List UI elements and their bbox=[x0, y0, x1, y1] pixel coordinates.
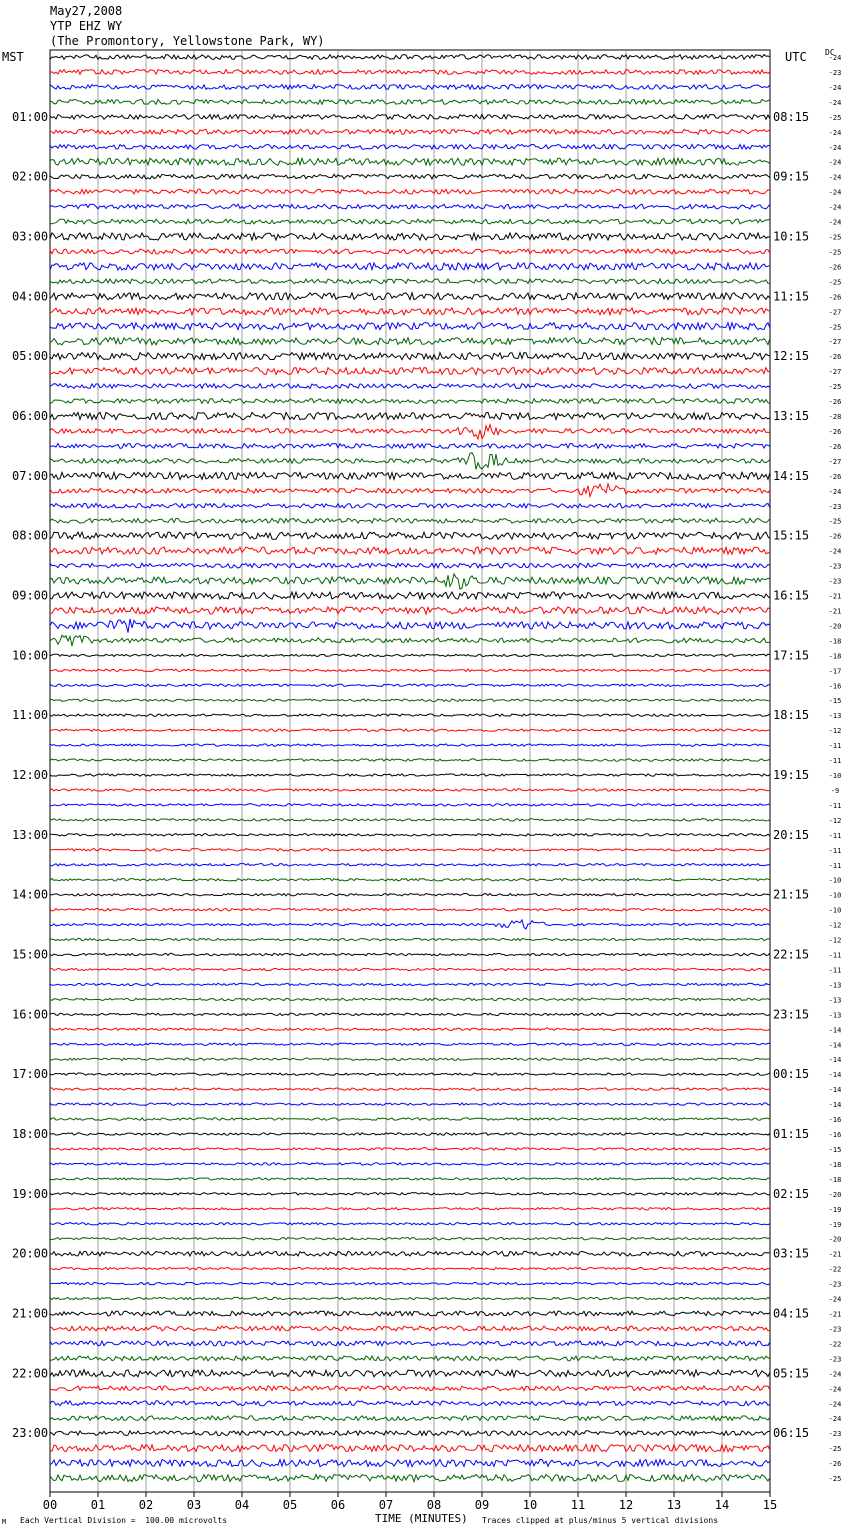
trace-row bbox=[50, 484, 770, 497]
trace-row bbox=[50, 338, 770, 345]
x-tick-label: 11 bbox=[570, 1498, 586, 1512]
dc-offset-label: -28 bbox=[828, 413, 842, 421]
trace-row bbox=[50, 1148, 770, 1150]
mst-hour-label: 06:00 bbox=[12, 409, 49, 423]
dc-offset-label: -25 bbox=[828, 1475, 842, 1484]
dc-offset-label: -23 bbox=[828, 1430, 842, 1439]
x-tick-label: 13 bbox=[666, 1498, 682, 1512]
dc-offset-label: -24 bbox=[828, 1415, 842, 1424]
dc-offset-label: -26 bbox=[828, 263, 842, 272]
trace-row bbox=[50, 547, 770, 554]
dc-offset-label: -14 bbox=[828, 1071, 842, 1080]
utc-hour-label: 08:15 bbox=[773, 109, 810, 124]
dc-offset-label: -20 bbox=[828, 1190, 842, 1199]
dc-offset-label: -21 bbox=[828, 592, 842, 601]
dc-offset-label: -14 bbox=[828, 1041, 842, 1050]
utc-hour-label: 05:15 bbox=[773, 1366, 810, 1381]
dc-offset-label: -11 bbox=[828, 861, 842, 870]
mst-hour-label: 19:00 bbox=[12, 1186, 49, 1201]
trace-row bbox=[50, 1028, 770, 1030]
trace-row bbox=[50, 233, 770, 240]
trace-row bbox=[50, 1058, 770, 1060]
dc-offset-label: -27 bbox=[828, 308, 842, 317]
trace-row bbox=[50, 85, 770, 90]
trace-row bbox=[50, 908, 770, 910]
trace-row bbox=[50, 1356, 770, 1361]
dc-offset-label: -27 bbox=[828, 457, 842, 466]
dc-offset-label: -24 bbox=[828, 83, 842, 92]
dc-offset-label: -12 bbox=[828, 816, 842, 825]
x-tick-label: 00 bbox=[42, 1498, 58, 1512]
trace-row bbox=[50, 1386, 770, 1391]
mst-hour-label: 03:00 bbox=[12, 229, 49, 244]
dc-offset-label: -26 bbox=[828, 353, 842, 362]
dc-offset-label: -24 bbox=[828, 1400, 842, 1409]
trace-row bbox=[50, 1267, 770, 1269]
utc-hour-label: 13:15 bbox=[773, 409, 810, 423]
x-tick-label: 07 bbox=[378, 1498, 394, 1512]
mst-hour-label: 14:00 bbox=[12, 887, 49, 902]
trace-row bbox=[50, 789, 770, 791]
x-tick-label: 08 bbox=[426, 1498, 442, 1512]
dc-offset-label: -24 bbox=[828, 1295, 842, 1304]
trace-row bbox=[50, 953, 770, 955]
plot-frame bbox=[50, 50, 770, 1492]
dc-offset-label: -20 bbox=[828, 1235, 842, 1244]
dc-offset-label: -14 bbox=[828, 1086, 842, 1095]
trace-row bbox=[50, 968, 770, 970]
trace-row bbox=[50, 819, 770, 821]
dc-offset-label: -24 bbox=[828, 1385, 842, 1394]
dc-offset-label: -18 bbox=[828, 652, 842, 661]
mst-hour-label: 04:00 bbox=[12, 289, 49, 304]
trace-row bbox=[50, 144, 770, 149]
utc-hour-label: 00:15 bbox=[773, 1067, 810, 1082]
dc-offset-label: -11 bbox=[828, 801, 842, 810]
utc-hour-label: 03:15 bbox=[773, 1246, 810, 1261]
mst-hour-label: 15:00 bbox=[12, 947, 49, 962]
trace-row bbox=[50, 472, 770, 479]
trace-row bbox=[50, 1103, 770, 1105]
dc-offset-label: -11 bbox=[828, 846, 842, 855]
trace-row bbox=[50, 174, 770, 179]
dc-offset-label: -12 bbox=[828, 936, 842, 945]
trace-row bbox=[50, 849, 770, 851]
utc-hour-label: 15:15 bbox=[773, 528, 810, 543]
dc-offset-label: -15 bbox=[828, 697, 842, 706]
trace-row bbox=[50, 1297, 770, 1299]
trace-row bbox=[50, 1088, 770, 1090]
x-tick-label: 04 bbox=[234, 1498, 250, 1512]
trace-row bbox=[50, 1163, 770, 1165]
utc-hour-label: 12:15 bbox=[773, 349, 810, 364]
dc-offset-label: -11 bbox=[828, 831, 842, 840]
dc-offset-label: -26 bbox=[828, 1460, 842, 1469]
mst-hour-label: 02:00 bbox=[12, 169, 49, 184]
dc-offset-label: -23 bbox=[828, 562, 842, 571]
trace-row bbox=[50, 635, 770, 646]
trace-row bbox=[50, 384, 770, 389]
dc-offset-label: -25 bbox=[828, 113, 842, 122]
mst-hour-label: 12:00 bbox=[12, 768, 49, 782]
trace-row bbox=[50, 920, 770, 929]
clip-note: Traces clipped at plus/minus 5 vertical divisions bbox=[482, 1516, 719, 1525]
dc-offset-label: -13 bbox=[828, 996, 842, 1005]
x-tick-label: 15 bbox=[762, 1498, 778, 1512]
mst-hour-label: 16:00 bbox=[12, 1007, 49, 1022]
x-tick-label: 01 bbox=[90, 1498, 106, 1512]
trace-row bbox=[50, 1073, 770, 1075]
dc-offset-label: -22 bbox=[828, 1265, 842, 1274]
trace-row bbox=[50, 323, 770, 330]
dc-offset-label: -24 bbox=[828, 203, 842, 212]
utc-hour-label: 06:15 bbox=[773, 1426, 810, 1441]
dc-offset-label: -10 bbox=[828, 906, 842, 915]
dc-offset-label: -14 bbox=[828, 1056, 842, 1065]
trace-row bbox=[50, 425, 770, 439]
dc-offset-label: -22 bbox=[828, 1340, 842, 1349]
mst-hour-label: 05:00 bbox=[12, 349, 49, 364]
dc-offset-label: -14 bbox=[828, 1101, 842, 1110]
dc-offset-label: -11 bbox=[828, 966, 842, 975]
trace-row bbox=[50, 204, 770, 209]
x-tick-label: 10 bbox=[522, 1498, 538, 1512]
dc-offset-label: -21 bbox=[828, 607, 842, 616]
dc-offset-label: -24 bbox=[828, 98, 842, 107]
mst-hour-label: 10:00 bbox=[12, 648, 49, 663]
dc-offset-label: -13 bbox=[828, 712, 842, 721]
trace-row bbox=[50, 607, 770, 614]
dc-offset-label: -26 bbox=[828, 532, 842, 541]
dc-offset-label: -24 bbox=[828, 487, 842, 496]
trace-row bbox=[50, 353, 770, 360]
dc-offset-label: -18 bbox=[828, 637, 842, 646]
trace-row bbox=[50, 729, 770, 731]
mst-hour-label: 17:00 bbox=[12, 1067, 49, 1082]
trace-row bbox=[50, 1013, 770, 1015]
dc-offset-label: -25 bbox=[828, 233, 842, 242]
dc-offset-label: -14 bbox=[828, 1026, 842, 1035]
dc-offset-label: -15 bbox=[828, 1145, 842, 1154]
dc-offset-label: -27 bbox=[828, 368, 842, 377]
trace-row bbox=[50, 894, 770, 896]
dc-offset-label: -24 bbox=[828, 173, 842, 182]
dc-offset-label: -24 bbox=[828, 54, 842, 62]
trace-row bbox=[50, 293, 770, 300]
utc-hour-label: 10:15 bbox=[773, 229, 810, 244]
trace-row bbox=[50, 444, 770, 449]
dc-offset-header: DC bbox=[825, 48, 835, 57]
dc-offset-label: -11 bbox=[828, 951, 842, 960]
trace-row bbox=[50, 1282, 770, 1284]
utc-hour-label: 01:15 bbox=[773, 1127, 810, 1141]
dc-offset-label: -26 bbox=[828, 442, 842, 451]
dc-offset-label: -21 bbox=[828, 1310, 842, 1319]
utc-hour-label: 14:15 bbox=[773, 468, 810, 483]
trace-row bbox=[50, 574, 770, 589]
utc-hour-label: 17:15 bbox=[773, 648, 810, 663]
dc-offset-label: -13 bbox=[828, 1011, 842, 1020]
utc-hour-label: 20:15 bbox=[773, 827, 810, 842]
trace-row bbox=[50, 308, 770, 315]
trace-row bbox=[50, 532, 770, 539]
trace-row bbox=[50, 804, 770, 806]
trace-row bbox=[50, 1208, 770, 1210]
trace-row bbox=[50, 1223, 770, 1225]
dc-offset-label: -9 bbox=[830, 786, 840, 795]
x-tick-label: 06 bbox=[330, 1498, 346, 1512]
trace-row bbox=[50, 1370, 770, 1377]
trace-row bbox=[50, 1416, 770, 1421]
dc-offset-label: -12 bbox=[828, 727, 842, 736]
x-tick-label: 09 bbox=[474, 1498, 490, 1512]
dc-offset-label: -23 bbox=[828, 1355, 842, 1364]
dc-offset-label: -11 bbox=[828, 742, 842, 751]
mst-hour-label: 09:00 bbox=[12, 588, 49, 603]
dc-offset-label: -16 bbox=[828, 682, 842, 691]
utc-hour-label: 21:15 bbox=[773, 887, 810, 902]
x-tick-label: 05 bbox=[282, 1498, 298, 1512]
trace-row bbox=[50, 1326, 770, 1331]
dc-offset-label: -24 bbox=[828, 158, 842, 167]
dc-offset-label: -13 bbox=[828, 981, 842, 990]
trace-row bbox=[50, 938, 770, 940]
dc-offset-label: -23 bbox=[828, 577, 842, 586]
utc-hour-label: 16:15 bbox=[773, 588, 810, 603]
utc-hour-label: 02:15 bbox=[773, 1186, 810, 1201]
dc-offset-label: -25 bbox=[828, 517, 842, 526]
trace-row bbox=[50, 1043, 770, 1045]
dc-offset-label: -25 bbox=[828, 383, 842, 392]
mst-hour-label: 13:00 bbox=[12, 827, 49, 842]
utc-hour-label: 22:15 bbox=[773, 947, 810, 962]
dc-offset-label: -24 bbox=[828, 218, 842, 227]
utc-hour-label: 04:15 bbox=[773, 1306, 810, 1321]
trace-row bbox=[50, 518, 770, 523]
trace-row bbox=[50, 592, 770, 599]
dc-offset-label: -23 bbox=[828, 502, 842, 511]
trace-row bbox=[50, 453, 770, 470]
dc-offset-label: -26 bbox=[828, 472, 842, 481]
dc-offset-label: -24 bbox=[828, 547, 842, 556]
dc-offset-label: -19 bbox=[828, 1205, 842, 1214]
dc-offset-label: -19 bbox=[828, 1220, 842, 1229]
dc-offset-label: -18 bbox=[828, 1175, 842, 1184]
dc-offset-label: -10 bbox=[828, 772, 842, 780]
dc-offset-label: -26 bbox=[828, 293, 842, 302]
dc-offset-label: -24 bbox=[828, 128, 842, 137]
station-location: (The Promontory, Yellowstone Park, WY) bbox=[50, 34, 325, 48]
trace-row bbox=[50, 714, 770, 716]
dc-offset-label: -10 bbox=[828, 891, 842, 900]
dc-offset-label: -16 bbox=[828, 1116, 842, 1125]
dc-offset-label: -26 bbox=[828, 398, 842, 407]
dc-offset-label: -24 bbox=[828, 143, 842, 152]
trace-row bbox=[50, 503, 770, 508]
dc-offset-label: -25 bbox=[828, 1445, 842, 1454]
x-tick-label: 03 bbox=[186, 1498, 202, 1512]
dc-offset-label: -23 bbox=[828, 1280, 842, 1289]
dc-offset-label: -23 bbox=[828, 1325, 842, 1334]
trace-row bbox=[50, 100, 770, 105]
trace-row bbox=[50, 412, 770, 419]
trace-row bbox=[50, 1251, 770, 1256]
dc-offset-label: -18 bbox=[828, 1160, 842, 1169]
trace-row bbox=[50, 279, 770, 284]
trace-row bbox=[50, 619, 770, 633]
dc-offset-label: -25 bbox=[828, 278, 842, 287]
trace-row bbox=[50, 699, 770, 701]
x-tick-label: 12 bbox=[618, 1498, 634, 1512]
station-code: YTP EHZ WY bbox=[50, 19, 123, 33]
trace-row bbox=[50, 1341, 770, 1346]
trace-row bbox=[50, 864, 770, 866]
trace-row bbox=[50, 219, 770, 224]
utc-hour-label: 23:15 bbox=[773, 1007, 810, 1022]
mst-hour-label: 18:00 bbox=[12, 1127, 49, 1141]
mst-hour-label: 01:00 bbox=[12, 109, 49, 124]
utc-hour-label: 09:15 bbox=[773, 169, 810, 184]
trace-row bbox=[50, 1133, 770, 1135]
trace-row bbox=[50, 1178, 770, 1180]
trace-row bbox=[50, 744, 770, 746]
dc-offset-label: -25 bbox=[828, 323, 842, 332]
x-tick-label: 14 bbox=[714, 1498, 730, 1512]
trace-row bbox=[50, 115, 770, 120]
scale-note: Each Vertical Division = 100.00 microvolts bbox=[20, 1516, 228, 1525]
trace-row bbox=[50, 70, 770, 75]
utc-hour-label: 19:15 bbox=[773, 768, 810, 782]
trace-row bbox=[50, 189, 770, 194]
trace-row bbox=[50, 55, 770, 60]
trace-row bbox=[50, 158, 770, 165]
trace-row bbox=[50, 1431, 770, 1436]
dc-offset-label: -17 bbox=[828, 667, 842, 676]
dc-offset-label: -25 bbox=[828, 248, 842, 257]
trace-row bbox=[50, 1238, 770, 1240]
trace-row bbox=[50, 1193, 770, 1195]
dc-offset-label: -11 bbox=[828, 757, 842, 766]
trace-row bbox=[50, 834, 770, 836]
trace-row bbox=[50, 399, 770, 404]
dc-offset-label: -24 bbox=[828, 188, 842, 197]
mst-hour-label: 11:00 bbox=[12, 708, 49, 723]
trace-row bbox=[50, 654, 770, 656]
trace-row bbox=[50, 1311, 770, 1316]
trace-row bbox=[50, 1474, 770, 1481]
dc-offset-label: -24 bbox=[828, 1370, 842, 1379]
mst-hour-label: 22:00 bbox=[12, 1366, 49, 1381]
trace-row bbox=[50, 368, 770, 375]
dc-offset-label: -12 bbox=[828, 921, 842, 930]
x-axis-title: TIME (MINUTES) bbox=[375, 1512, 468, 1525]
trace-row bbox=[50, 1460, 770, 1467]
trace-row bbox=[50, 1401, 770, 1406]
mst-hour-label: 20:00 bbox=[12, 1246, 49, 1261]
trace-row bbox=[50, 669, 770, 671]
trace-row bbox=[50, 983, 770, 985]
trace-row bbox=[50, 563, 770, 568]
dc-offset-label: -20 bbox=[828, 622, 842, 631]
utc-hour-label: 11:15 bbox=[773, 289, 810, 304]
trace-row bbox=[50, 249, 770, 254]
record-date: May27,2008 bbox=[50, 4, 123, 18]
dc-offset-label: -21 bbox=[828, 1250, 842, 1259]
mst-hour-label: 23:00 bbox=[12, 1426, 49, 1441]
dc-offset-label: -26 bbox=[828, 427, 842, 436]
trace-row bbox=[50, 879, 770, 881]
mst-hour-label: 07:00 bbox=[12, 468, 49, 483]
trace-row bbox=[50, 684, 770, 686]
mst-hour-label: 21:00 bbox=[12, 1306, 49, 1321]
right-timezone-label: UTC bbox=[785, 50, 807, 64]
trace-row bbox=[50, 129, 770, 134]
trace-row bbox=[50, 998, 770, 1000]
x-tick-label: 02 bbox=[138, 1498, 154, 1512]
utc-hour-label: 18:15 bbox=[773, 708, 810, 723]
trace-row bbox=[50, 263, 770, 270]
left-timezone-label: MST bbox=[2, 50, 24, 64]
trace-row bbox=[50, 1118, 770, 1120]
dc-offset-label: -10 bbox=[828, 876, 842, 885]
dc-offset-label: -16 bbox=[828, 1131, 842, 1139]
trace-row bbox=[50, 759, 770, 761]
mst-hour-label: 08:00 bbox=[12, 528, 49, 543]
trace-row bbox=[50, 1445, 770, 1452]
dc-offset-label: -23 bbox=[828, 68, 842, 77]
corner-mark: M bbox=[2, 1518, 7, 1526]
trace-row bbox=[50, 774, 770, 776]
dc-offset-label: -27 bbox=[828, 338, 842, 347]
